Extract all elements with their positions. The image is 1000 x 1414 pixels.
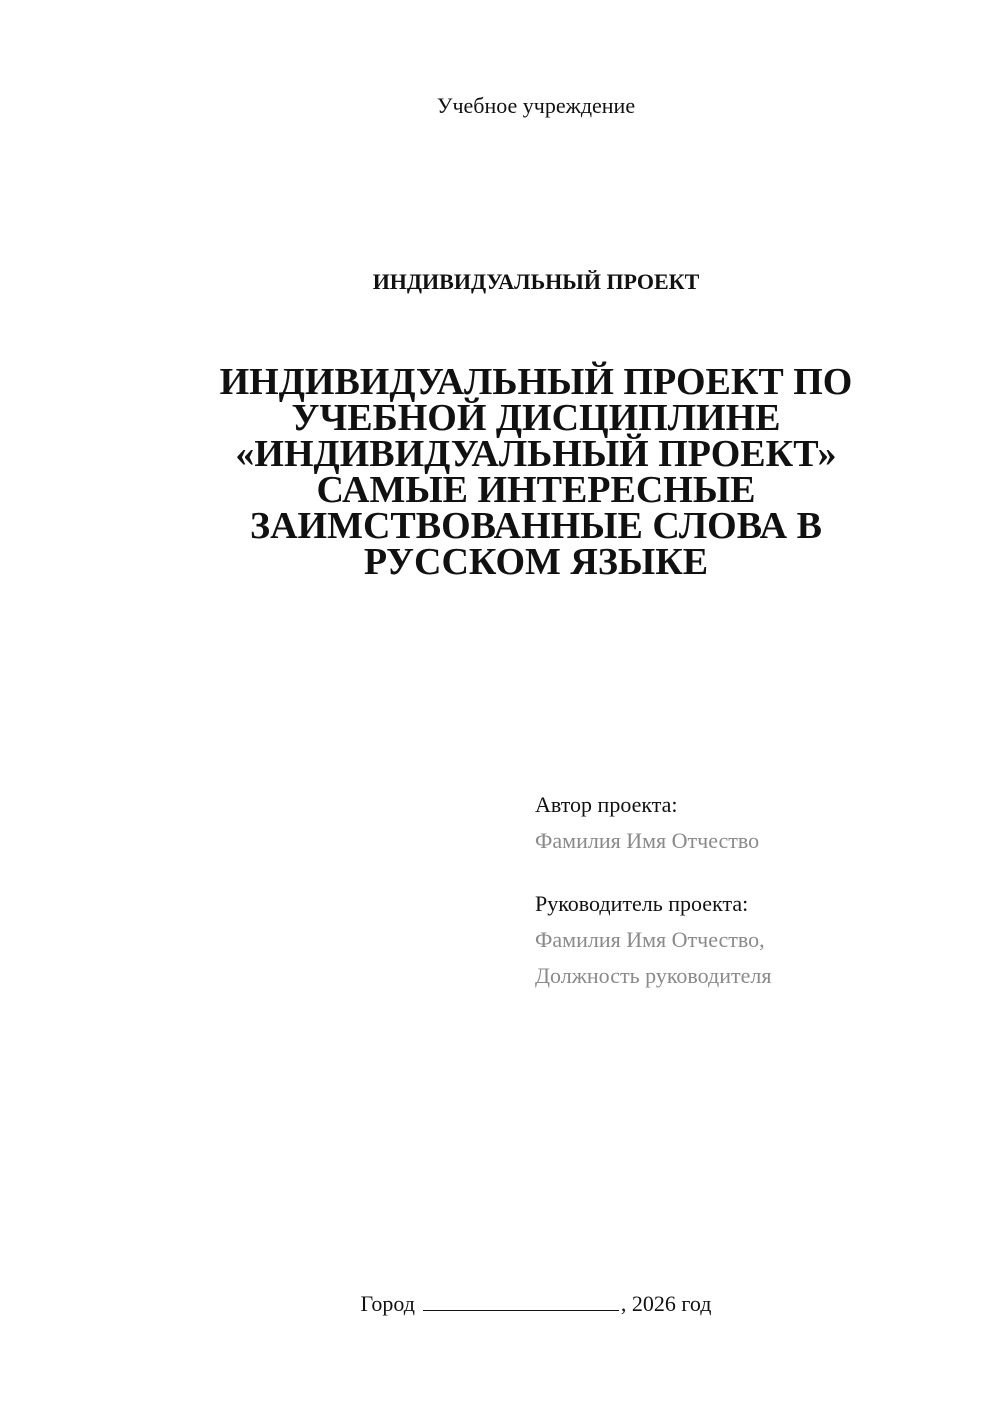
document-type: ИНДИВИДУАЛЬНЫЙ ПРОЕКТ	[372, 269, 700, 294]
supervisor-position: Должность руководителя	[535, 963, 772, 988]
title-line: ИНДИВИДУАЛЬНЫЙ ПРОЕКТ ПО	[219, 361, 853, 403]
signature-block	[535, 787, 975, 994]
title-line: «ИНДИВИДУАЛЬНЫЙ ПРОЕКТ»	[235, 433, 837, 475]
title-line: ЗАИМСТВОВАННЫЕ СЛОВА В	[250, 505, 822, 547]
author-label: Автор проекта:	[535, 792, 678, 817]
signature-spacer	[535, 859, 975, 886]
title-line: РУССКОМ ЯЗЫКЕ	[363, 541, 709, 583]
supervisor-name: Фамилия Имя Отчество,	[535, 927, 765, 952]
year-text: , 2026 год	[620, 1291, 712, 1316]
institution-name: Учебное учреждение	[436, 93, 636, 118]
city-label: Город	[360, 1291, 415, 1316]
city-blank-underline	[423, 1290, 619, 1311]
title-line: УЧЕБНОЙ ДИСЦИПЛИНЕ	[291, 397, 781, 439]
city-year-line	[0, 1290, 1000, 1318]
supervisor-label: Руководитель проекта:	[535, 891, 749, 916]
author-name: Фамилия Имя Отчество	[535, 828, 760, 853]
project-title	[200, 361, 872, 583]
title-line: САМЫЕ ИНТЕРЕСНЫЕ	[316, 469, 756, 511]
